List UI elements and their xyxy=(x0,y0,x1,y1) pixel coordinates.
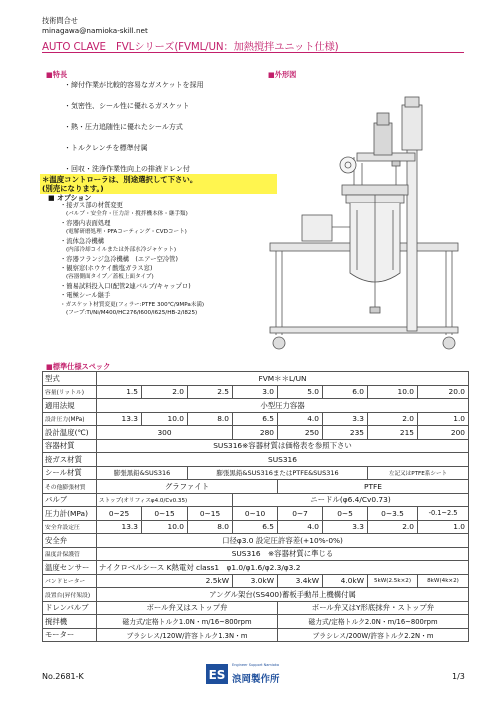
sensor-value: ナイクロベルシース K熱電対 class1 φ1.0/φ1.6/φ2.3/φ3.2 xyxy=(97,561,469,575)
design-temp-cell: 250 xyxy=(278,426,323,440)
capacity-cell: 6.0 xyxy=(323,385,368,399)
capacity-cell: 20.0 xyxy=(418,385,469,399)
design-pressure-cell: 3.3 xyxy=(323,412,368,426)
gauge-range-cell: 0~7 xyxy=(278,507,323,521)
vessel-material: SUS316※容器材質は価格表を参照下さい xyxy=(97,439,469,453)
row-label: 温度センサー xyxy=(43,561,97,575)
table-row xyxy=(43,466,469,480)
spec-table xyxy=(42,371,469,642)
feature-item: ・回収・洗浄作業性向上の排液ドレン付 xyxy=(64,165,190,173)
document-number: No.2681-K xyxy=(42,672,84,681)
gasket-material: PTFE xyxy=(278,480,469,494)
table-row xyxy=(43,426,469,440)
law-value: 小型圧力容器 xyxy=(97,399,469,413)
seal-material: 膨張黒鉛&SUS316またはPTFE&SUS316 xyxy=(188,466,368,480)
row-label: 安全弁設定圧 xyxy=(43,520,97,534)
feature-item: ・トルクレンチを標準付属 xyxy=(64,144,148,152)
row-label: 設計温度(℃) xyxy=(43,426,97,440)
row-label: 容量(リットル) xyxy=(43,385,97,399)
design-pressure-cell: 2.0 xyxy=(368,412,418,426)
page-number: 1/3 xyxy=(452,672,465,681)
model-value: FVM＊＊L/UN xyxy=(97,372,469,386)
row-label: 温度計保護管 xyxy=(43,547,97,561)
option-item: ・簡易試料投入口(配管2連バルブ/キャップロ) xyxy=(60,283,191,290)
table-row xyxy=(43,520,469,534)
motor-value: ブラシレス/120W/許容トルク1.3N・m xyxy=(97,628,278,642)
gauge-range-cell: -0.1~2.5 xyxy=(418,507,469,521)
safety-valve-value: 口径φ3.0 設定圧許容差(+10%-0%) xyxy=(97,534,469,548)
row-label: シール材質 xyxy=(43,466,97,480)
row-label: 型式 xyxy=(43,372,97,386)
table-row xyxy=(43,628,469,642)
heater-cell: 3.0kW xyxy=(233,574,278,588)
heater-cell: 3.4kW xyxy=(278,574,323,588)
row-label: その他膨張材質 xyxy=(43,480,97,494)
design-pressure-cell: 8.0 xyxy=(188,412,233,426)
table-row xyxy=(43,480,469,494)
table-row xyxy=(43,372,469,386)
option-item: ・流体急冷機構 xyxy=(60,238,105,245)
row-label: モーター xyxy=(43,628,97,642)
company-tagline: Engineer Support Namioka xyxy=(232,663,280,667)
gauge-range-cell: 0~25 xyxy=(97,507,142,521)
row-label: ドレンバルブ xyxy=(43,601,97,615)
relief-cell: 2.0 xyxy=(368,520,418,534)
relief-cell: 8.0 xyxy=(188,520,233,534)
feature-item: ・締付作業が比較的容易なガスケットを採用 xyxy=(64,81,204,89)
design-temp-cell: 215 xyxy=(368,426,418,440)
document-title: AUTO CLAVE FVLシリーズ(FVML/UN：加熱撹拌ユニット仕様) xyxy=(42,41,339,53)
wetted-material: SUS316 xyxy=(97,453,469,467)
table-row xyxy=(43,574,469,588)
feature-item: ・気密性、シール性に優れるガスケット xyxy=(64,102,190,110)
design-pressure-cell: 6.5 xyxy=(233,412,278,426)
relief-cell: 4.0 xyxy=(278,520,323,534)
spec-heading: ■標準仕様スペック xyxy=(46,362,111,371)
capacity-cell: 2.5 xyxy=(188,385,233,399)
heater-cell: 4.0kW xyxy=(323,574,368,588)
table-row xyxy=(43,534,469,548)
outline-drawing xyxy=(262,95,467,360)
contact-label: 技術問合せ xyxy=(42,16,78,25)
table-row xyxy=(43,412,469,426)
gauge-range-cell: 0~5 xyxy=(323,507,368,521)
capacity-cell: 5.0 xyxy=(278,385,323,399)
option-item: ・ガスケット材質変更(フィラー:PTFE 300℃/9MPa未満) xyxy=(60,302,205,308)
design-pressure-cell: 10.0 xyxy=(142,412,188,426)
note-line-1: ＊温度コントローラは、別途選択して下さい。 xyxy=(42,175,198,184)
row-label: 設置台(昇付架設) xyxy=(43,588,97,602)
relief-cell: 10.0 xyxy=(142,520,188,534)
heater-cell: 5kW(2.5k×2) xyxy=(368,574,418,588)
row-label: バルブ xyxy=(43,493,97,507)
design-pressure-cell: 4.0 xyxy=(278,412,323,426)
option-item: ・接ガス部の材質変更 xyxy=(60,202,123,209)
relief-cell: 3.3 xyxy=(323,520,368,534)
row-label: 適用法規 xyxy=(43,399,97,413)
stand-value: アングル架台(SS400)蓄板手動吊上機構付属 xyxy=(97,588,469,602)
seal-material: 左記又はPTFE系シート xyxy=(368,466,469,480)
features-heading: ■特長 xyxy=(46,70,68,79)
option-sub: (内部冷却コイルまたは外部水冷ジャケット) xyxy=(66,247,177,253)
options-heading: ■ オプション xyxy=(48,194,92,202)
table-row xyxy=(43,453,469,467)
table-row xyxy=(43,507,469,521)
table-row xyxy=(43,439,469,453)
table-row xyxy=(43,547,469,561)
gasket-material: グラファイト xyxy=(97,480,278,494)
table-row xyxy=(43,385,469,399)
contact-email[interactable]: minagawa@namioka-skill.net xyxy=(42,26,148,35)
note-line-2: (別売になります。) xyxy=(42,184,104,193)
valve-type: ストップ(オリフィスφ4.0/Cv0.35) xyxy=(97,493,233,507)
design-temp-cell: 200 xyxy=(418,426,469,440)
gauge-range-cell: 0~15 xyxy=(188,507,233,521)
row-label: 安全弁 xyxy=(43,534,97,548)
logo-letters: ES xyxy=(208,668,226,682)
controller-note xyxy=(40,174,277,194)
option-item: ・容器フランジ急冷機構 (エアー空冷管) xyxy=(60,256,178,263)
capacity-cell: 3.0 xyxy=(233,385,278,399)
option-item: ・観察窓(ホウケイ酸塩ガラス窓) xyxy=(60,265,153,272)
capacity-cell: 1.5 xyxy=(97,385,142,399)
feature-item: ・熱・圧力追随性に優れたシール方式 xyxy=(64,123,183,131)
option-sub: (電解研磨処理・PFAコーティング・CVDコート) xyxy=(66,229,187,235)
design-pressure-cell: 13.3 xyxy=(97,412,142,426)
heater-cell: 8kW(4k×2) xyxy=(418,574,469,588)
design-temp-cell: 280 xyxy=(233,426,278,440)
table-row xyxy=(43,561,469,575)
table-row xyxy=(43,588,469,602)
figure-heading: ■外形図 xyxy=(268,70,297,79)
drain-value: ボール弁又はY形底抹弁・ストップ弁 xyxy=(278,601,469,615)
row-label: 撹拌機 xyxy=(43,615,97,629)
seal-material: 膨張黒鉛&SUS316 xyxy=(97,466,188,480)
drain-value: ボール弁又はストップ弁 xyxy=(97,601,278,615)
stirrer-value: 磁力式/定格トルク2.0N・m/16~800rpm xyxy=(278,615,469,629)
option-sub: (バルブ・安全弁・圧力計・撹拌機本体・継手類) xyxy=(66,211,188,217)
capacity-cell: 2.0 xyxy=(142,385,188,399)
heater-cell: 2.5kW xyxy=(97,574,233,588)
stirrer-value: 磁力式/定格トルク1.0N・m/16~800rpm xyxy=(97,615,278,629)
title-underline xyxy=(42,52,464,53)
row-label: 接ガス材質 xyxy=(43,453,97,467)
option-sub: (フープ:Ti/Ni/M400/HC276/I600/I625/HB-2/I825) xyxy=(66,310,198,316)
row-label: 設計圧力(MPa) xyxy=(43,412,97,426)
row-label: バンドヒーター xyxy=(43,574,97,588)
company-name: 浪岡製作所 xyxy=(232,674,280,685)
gauge-range-cell: 0~15 xyxy=(142,507,188,521)
gauge-range-cell: 0~10 xyxy=(233,507,278,521)
row-label: 圧力計(MPa) xyxy=(43,507,97,521)
motor-value: ブラシレス/200W/許容トルク2.2N・m xyxy=(278,628,469,642)
relief-cell: 6.5 xyxy=(233,520,278,534)
row-label: 容器材質 xyxy=(43,439,97,453)
table-row xyxy=(43,399,469,413)
capacity-cell: 10.0 xyxy=(368,385,418,399)
valve-type: ニードル(φ6.4/Cv0.73) xyxy=(233,493,469,507)
relief-cell: 1.0 xyxy=(418,520,469,534)
option-sub: (容器側面タイプ／蓋板上面タイプ) xyxy=(66,274,154,280)
option-item: ・電極シール継手 xyxy=(60,292,111,299)
table-row xyxy=(43,615,469,629)
option-item: ・容器内表面処理 xyxy=(60,220,111,227)
gauge-range-cell: 0~3.5 xyxy=(368,507,418,521)
design-temp-cell: 300 xyxy=(97,426,233,440)
contact-block xyxy=(42,16,148,36)
table-row xyxy=(43,601,469,615)
relief-cell: 13.3 xyxy=(97,520,142,534)
design-pressure-cell: 1.0 xyxy=(418,412,469,426)
thermowell-value: SUS316 ※容器材質に準じる xyxy=(97,547,469,561)
design-temp-cell: 235 xyxy=(323,426,368,440)
table-row xyxy=(43,493,469,507)
